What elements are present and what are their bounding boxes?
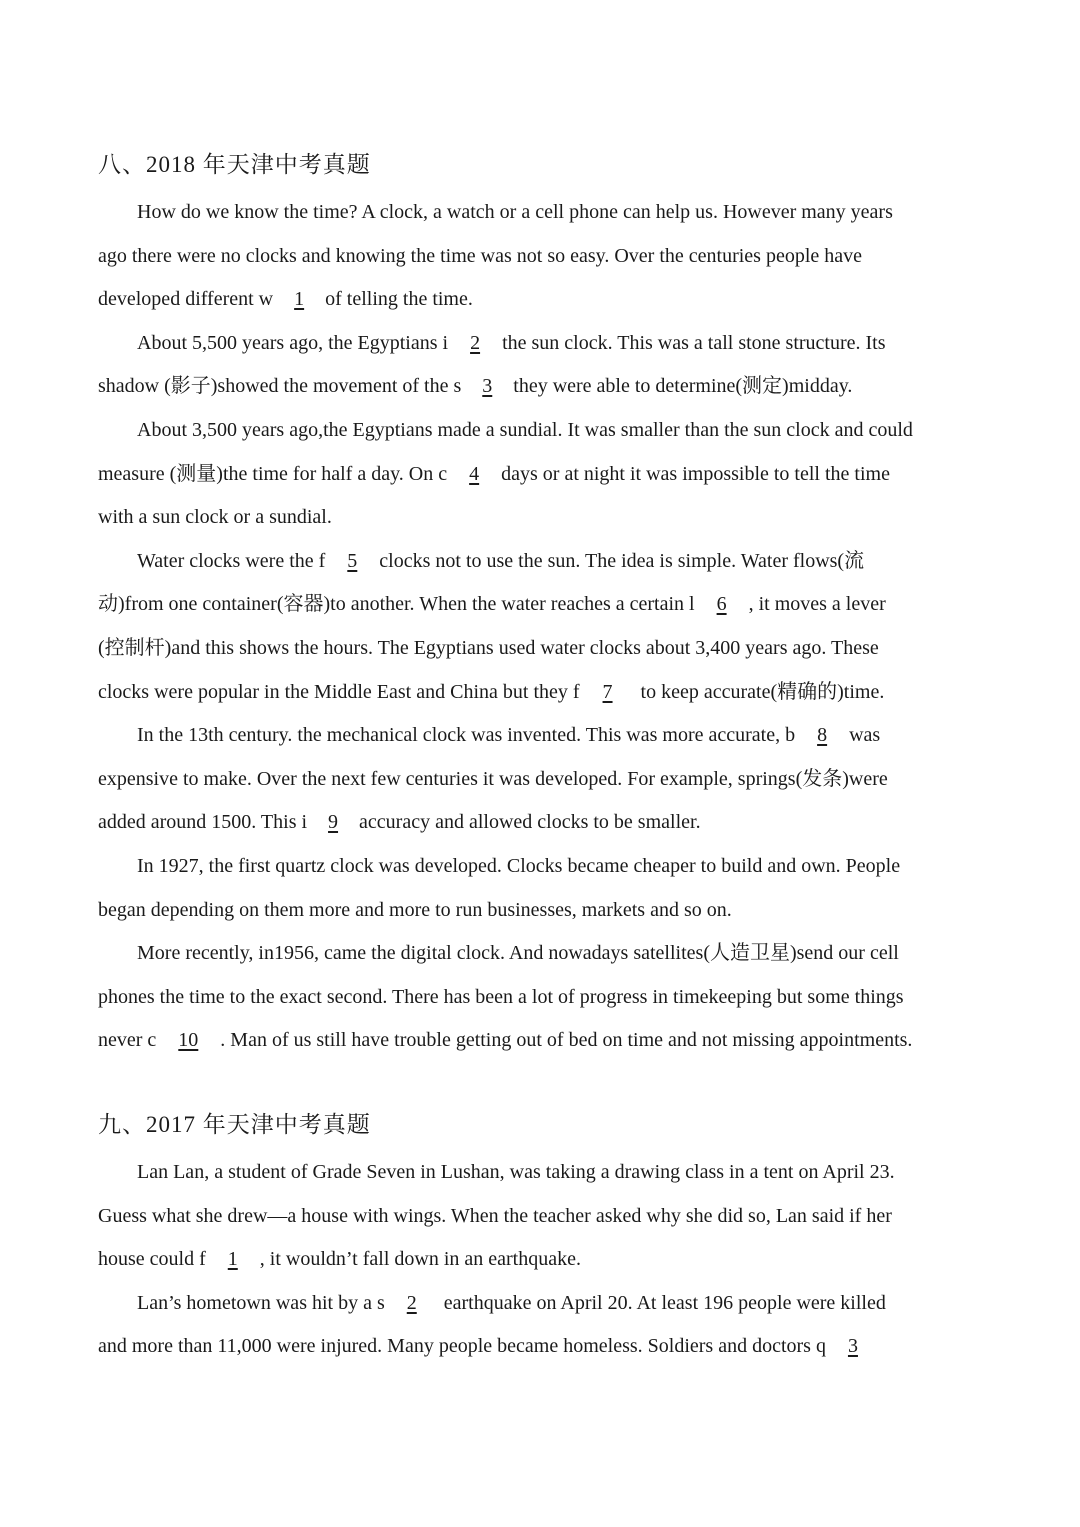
section-8-passage: [98, 191, 982, 1063]
passage-line: Water clocks were the f 5 clocks not to use the sun. The idea is simple. Water flows(流: [98, 540, 982, 584]
passage-line: and more than 11,000 were injured. Many people became homeless. Soldiers and doctors q 3: [98, 1325, 982, 1369]
blank-3: 3: [482, 375, 493, 398]
passage-line: measure (测量)the time for half a day. On c 4 days or at night it was impossible to tell the time: [98, 453, 982, 497]
passage-line: Lan’s hometown was hit by a s 2 earthquake on April 20. At least 196 people were killed: [98, 1282, 982, 1326]
blank-7: 7: [602, 680, 613, 703]
passage-line: ago there were no clocks and knowing the time was not so easy. Over the centuries people have: [98, 244, 863, 267]
blank-1: 1: [227, 1248, 238, 1271]
passage-line: began depending on them more and more to run businesses, markets and so on.: [98, 898, 732, 921]
section-9-title: 九、2017 年天津中考真题: [98, 1112, 371, 1137]
passage-line: clocks were popular in the Middle East and China but they f 7 to keep accurate(精确的)time.: [98, 671, 982, 715]
passage-line: In 1927, the first quartz clock was developed. Clocks became cheaper to build and own. People: [137, 854, 901, 877]
passage-line: shadow (影子)showed the movement of the s 3 they were able to determine(测定)midday.: [98, 365, 982, 409]
passage-line: with a sun clock or a sundial.: [98, 506, 332, 529]
passage-line: About 3,500 years ago,the Egyptians made a sundial. It was smaller than the sun clock and could: [137, 418, 913, 441]
passage-line: Lan Lan, a student of Grade Seven in Lushan, was taking a drawing class in a tent on April 23.: [137, 1161, 895, 1183]
blank-5: 5: [347, 549, 358, 572]
blank-8: 8: [817, 724, 828, 747]
blank-10: 10: [178, 1029, 199, 1052]
blank-2: 2: [406, 1291, 417, 1314]
blank-6: 6: [716, 593, 727, 616]
passage-line: Guess what she drew—a house with wings. When the teacher asked why she did so, Lan said if her: [98, 1204, 892, 1227]
blank-3: 3: [847, 1335, 858, 1358]
passage-line: house could f 1 , it wouldn’t fall down in an earthquake.: [98, 1238, 982, 1282]
section-9-passage: [98, 1151, 982, 1369]
passage-line: More recently, in1956, came the digital clock. And nowadays satellites(人造卫星)send our cell: [137, 942, 899, 965]
passage-line: 动)from one container(容器)to another. When the water reaches a certain l 6 , it moves a lever: [98, 583, 982, 627]
passage-line: expensive to make. Over the next few centuries it was developed. For example, springs(发条)were: [98, 767, 888, 790]
blank-9: 9: [328, 811, 339, 834]
passage-line: About 5,500 years ago, the Egyptians i 2 the sun clock. This was a tall stone structure. Its: [98, 322, 982, 366]
passage-line: In the 13th century. the mechanical clock was invented. This was more accurate, b 8 was: [98, 714, 982, 758]
passage-line: developed different w 1 of telling the time.: [98, 278, 982, 322]
blank-2: 2: [470, 331, 481, 354]
passage-line: never c 10 . Man of us still have trouble getting out of bed on time and not missing appointments.: [98, 1019, 982, 1063]
blank-1: 1: [294, 288, 305, 311]
passage-line: (控制杆)and this shows the hours. The Egyptians used water clocks about 3,400 years ago. These: [98, 636, 879, 659]
passage-line: added around 1500. This i 9 accuracy and allowed clocks to be smaller.: [98, 801, 982, 845]
passage-line: phones the time to the exact second. There has been a lot of progress in timekeeping but some things: [98, 985, 904, 1008]
passage-line: How do we know the time? A clock, a watch or a cell phone can help us. However many years: [137, 201, 893, 223]
section-8-title: 八、2018 年天津中考真题: [98, 152, 371, 177]
blank-4: 4: [469, 462, 480, 485]
